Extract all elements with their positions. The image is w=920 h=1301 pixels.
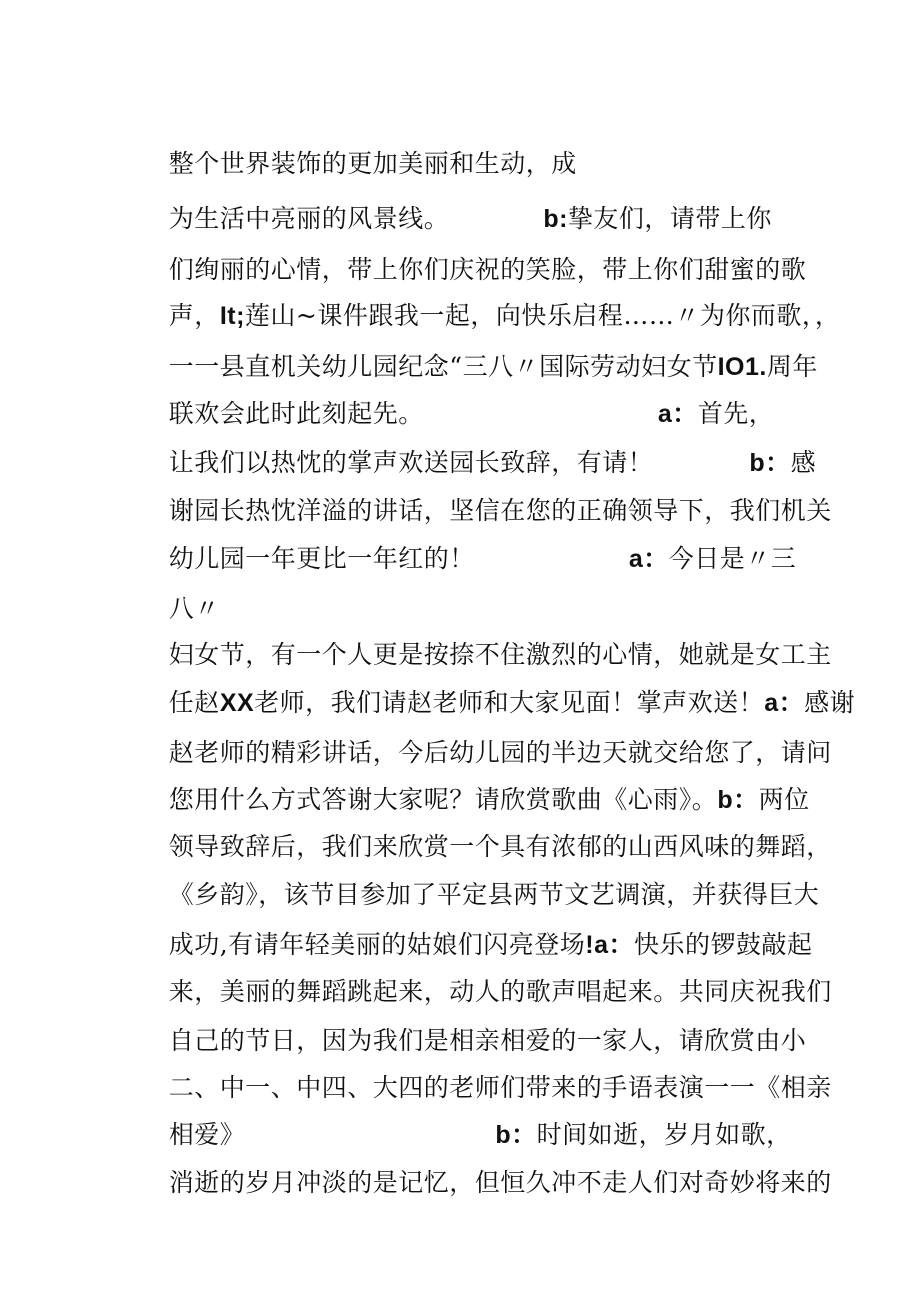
text-run: 感谢 bbox=[804, 688, 856, 717]
text-run: 挚友们，请带上你 bbox=[567, 204, 772, 233]
speaker-label: a： bbox=[764, 689, 805, 717]
speaker-label: b: bbox=[543, 205, 568, 233]
text-run: 感 bbox=[790, 448, 817, 477]
text-run: 首先， bbox=[697, 399, 775, 428]
text-line bbox=[135, 1138, 832, 1228]
text-run: 一一县直机关幼儿园纪念“三八〃国际劳动妇女节 bbox=[168, 352, 718, 381]
text-run: 整个世界装饰的更加美丽和生动，成 bbox=[168, 149, 577, 178]
text-run: 时间如逝，岁月如歌， bbox=[536, 1120, 792, 1149]
text-run: 赵老师的精彩讲话，今后幼儿园的半边天就交给您了，请问 bbox=[168, 738, 832, 767]
text-run: 妇女节，有一个人更是按捺不住激烈的心情，她就是女工主 bbox=[168, 640, 832, 669]
text-run: 《乡韵》，该节目参加了平定县两节文艺调演，并获得巨大 bbox=[168, 880, 820, 909]
bold-fragment: XX bbox=[219, 689, 255, 717]
text-run: 成功,有请年轻美丽的姑娘们闪亮登场 bbox=[168, 930, 586, 959]
text-run: 们绚丽的心情，带上你们庆祝的笑脸，带上你们甜蜜的歌 bbox=[168, 255, 807, 284]
text-run: 领导致辞后，我们来欣赏一个具有浓郁的山西风味的舞蹈， bbox=[168, 832, 832, 861]
text-run: 您用什么方式答谢大家呢？请欣赏歌曲《心雨》。 bbox=[168, 785, 718, 814]
text-run: 相爱》 bbox=[168, 1120, 246, 1149]
text-run: 联欢会此时此刻起先。 bbox=[168, 399, 424, 428]
text-run: 消逝的岁月冲淡的是记忆，但恒久冲不走人们对奇妙将来的 bbox=[168, 1168, 832, 1197]
text-run: 老师，我们请赵老师和大家见面！掌声欢送！ bbox=[254, 688, 765, 717]
text-run: 莲山~课件跟我一起，向快乐启程……〃为你而歌，， bbox=[244, 301, 841, 330]
text-run: 两位 bbox=[758, 785, 810, 814]
speaker-label: b： bbox=[749, 449, 791, 477]
text-run: 自己的节日，因为我们是相亲相爱的一家人，请欣赏由小 bbox=[168, 1026, 807, 1055]
text-run: 幼儿园一年更比一年红的！ bbox=[168, 544, 475, 573]
text-run: 为生活中亮丽的风景线。 bbox=[168, 204, 450, 233]
speaker-label: a： bbox=[657, 400, 698, 428]
speaker-label: a： bbox=[628, 545, 669, 573]
speaker-label: !a： bbox=[585, 931, 634, 959]
text-run: 来，美丽的舞蹈跳起来，动人的歌声唱起来。共同庆祝我们 bbox=[168, 977, 832, 1006]
text-run: 今日是〃三 bbox=[668, 544, 797, 573]
text-run: 八〃 bbox=[168, 594, 220, 623]
text-run: 任赵 bbox=[168, 688, 220, 717]
text-run: 谢园长热忱洋溢的讲话，坚信在您的正确领导下，我们机关 bbox=[168, 496, 832, 525]
bold-fragment: IO1. bbox=[717, 353, 767, 381]
text-line bbox=[135, 514, 796, 604]
speaker-label: b： bbox=[495, 1121, 537, 1149]
text-run: 快乐的锣鼓敲起 bbox=[633, 930, 813, 959]
speaker-label: b： bbox=[717, 786, 759, 814]
text-run: 二、中一、中四、大四的老师们带来的手语表演一一《相亲 bbox=[168, 1073, 832, 1102]
text-run: 周年 bbox=[766, 352, 818, 381]
bold-fragment: It; bbox=[219, 302, 245, 330]
text-run: 让我们以热忱的掌声欢送园长致辞，有请！ bbox=[168, 448, 654, 477]
text-run: 声， bbox=[168, 301, 220, 330]
